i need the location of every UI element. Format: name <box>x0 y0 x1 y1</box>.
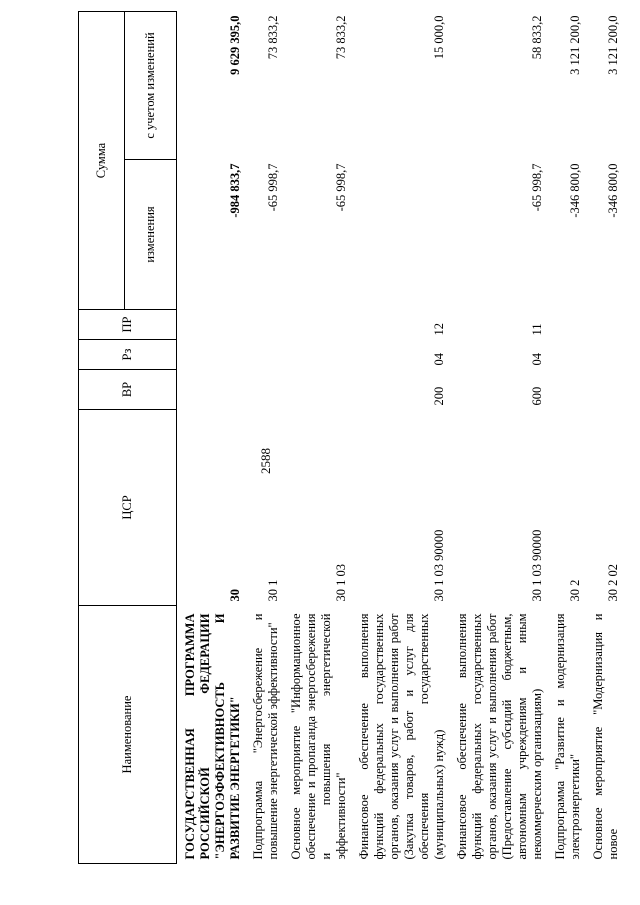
row-pr: 11 <box>530 323 544 336</box>
row-name: Финансовое обеспечение выполнения функций федеральных государственных органов, оказания услуг и выполнения работ (Предоставление субсидий бюджетным, автономным учреждениям и иным некоммерческим организациям) <box>455 613 544 860</box>
header-name: Наименование <box>79 606 177 864</box>
row-vr: 600 <box>530 386 544 406</box>
row-rz: 04 <box>432 353 446 366</box>
row-pr <box>177 310 246 340</box>
row-name: Подпрограмма "Энергосбережение и повышение энергетической эффективности" <box>251 613 280 860</box>
row-csr: 30 1 03 90000 <box>432 529 446 602</box>
table-row <box>245 12 283 864</box>
row-rz <box>177 340 246 370</box>
row-vr <box>547 370 585 410</box>
row-name: Основное мероприятие "Модернизация и новое <box>591 613 620 860</box>
row-rz: 04 <box>530 353 544 366</box>
row-vr <box>585 370 623 410</box>
row-csr: 30 1 03 <box>334 564 348 602</box>
row-change: -65 998,7 <box>334 163 348 212</box>
row-change: -65 998,7 <box>530 163 544 212</box>
row-csr: 30 2 02 <box>606 564 620 602</box>
row-rz <box>585 340 623 370</box>
row-change: -346 800,0 <box>568 163 582 218</box>
row-name: Финансовое обеспечение выполнения функций федеральных государственных органов, оказания услуг и выполнения работ (Закупка товаров, работ и услуг для обеспечения государственных (муниципальных) нужд) <box>357 613 446 860</box>
row-csr: 30 1 <box>266 579 280 602</box>
row-pr: 12 <box>432 323 446 336</box>
row-vr <box>177 370 246 410</box>
row-name: Подпрограмма "Развитие и модернизация электроэнергетики" <box>553 613 582 860</box>
row-pr <box>547 310 585 340</box>
table-row <box>177 12 246 864</box>
row-change: -65 998,7 <box>266 163 280 212</box>
table-row <box>283 12 351 864</box>
row-change: -346 800,0 <box>606 163 620 218</box>
row-csr: 30 <box>228 589 242 602</box>
row-name: Основное мероприятие "Информационное обеспечение и пропаганда энергосбережения и повышения энергетической эффективности" <box>289 613 348 860</box>
page-number: 2588 <box>258 448 273 474</box>
row-csr: 30 1 03 90000 <box>530 529 544 602</box>
table-header <box>79 12 177 864</box>
row-rz <box>283 340 351 370</box>
row-csr: 30 2 <box>568 579 582 602</box>
header-sum: Сумма <box>79 12 125 310</box>
row-total: 15 000,0 <box>432 15 446 60</box>
header-pr: ПР <box>79 310 177 340</box>
row-pr <box>283 310 351 340</box>
row-total: 3 121 200,0 <box>568 15 582 75</box>
row-vr <box>245 370 283 410</box>
row-total: 58 833,2 <box>530 15 544 60</box>
header-change: изменения <box>125 160 177 310</box>
table-row <box>351 12 449 864</box>
row-pr <box>245 310 283 340</box>
table-body <box>177 12 624 864</box>
rotated-page <box>78 12 620 864</box>
header-rz: Рз <box>79 340 177 370</box>
header-csr: ЦСР <box>79 410 177 606</box>
row-change: -984 833,7 <box>228 163 242 218</box>
row-total: 3 121 200,0 <box>606 15 620 75</box>
row-change <box>351 160 449 310</box>
table-row <box>449 12 547 864</box>
row-pr <box>585 310 623 340</box>
table-row <box>547 12 585 864</box>
row-name: ГОСУДАРСТВЕННАЯ ПРОГРАММА РОССИЙСКОЙ ФЕДЕРАЦИИ "ЭНЕРГОЭФФЕКТИВНОСТЬ И РАЗВИТИЕ ЭНЕРГЕТИКИ" <box>183 613 242 860</box>
header-vr: ВР <box>79 370 177 410</box>
row-vr <box>283 370 351 410</box>
row-vr: 200 <box>432 386 446 406</box>
row-total: 9 629 395,0 <box>228 15 242 75</box>
row-rz <box>547 340 585 370</box>
row-total: 73 833,2 <box>266 15 280 60</box>
header-with-change: с учетом изменений <box>125 12 177 160</box>
row-total: 73 833,2 <box>334 15 348 60</box>
row-rz <box>245 340 283 370</box>
table-row <box>585 12 623 864</box>
budget-table <box>78 11 623 864</box>
